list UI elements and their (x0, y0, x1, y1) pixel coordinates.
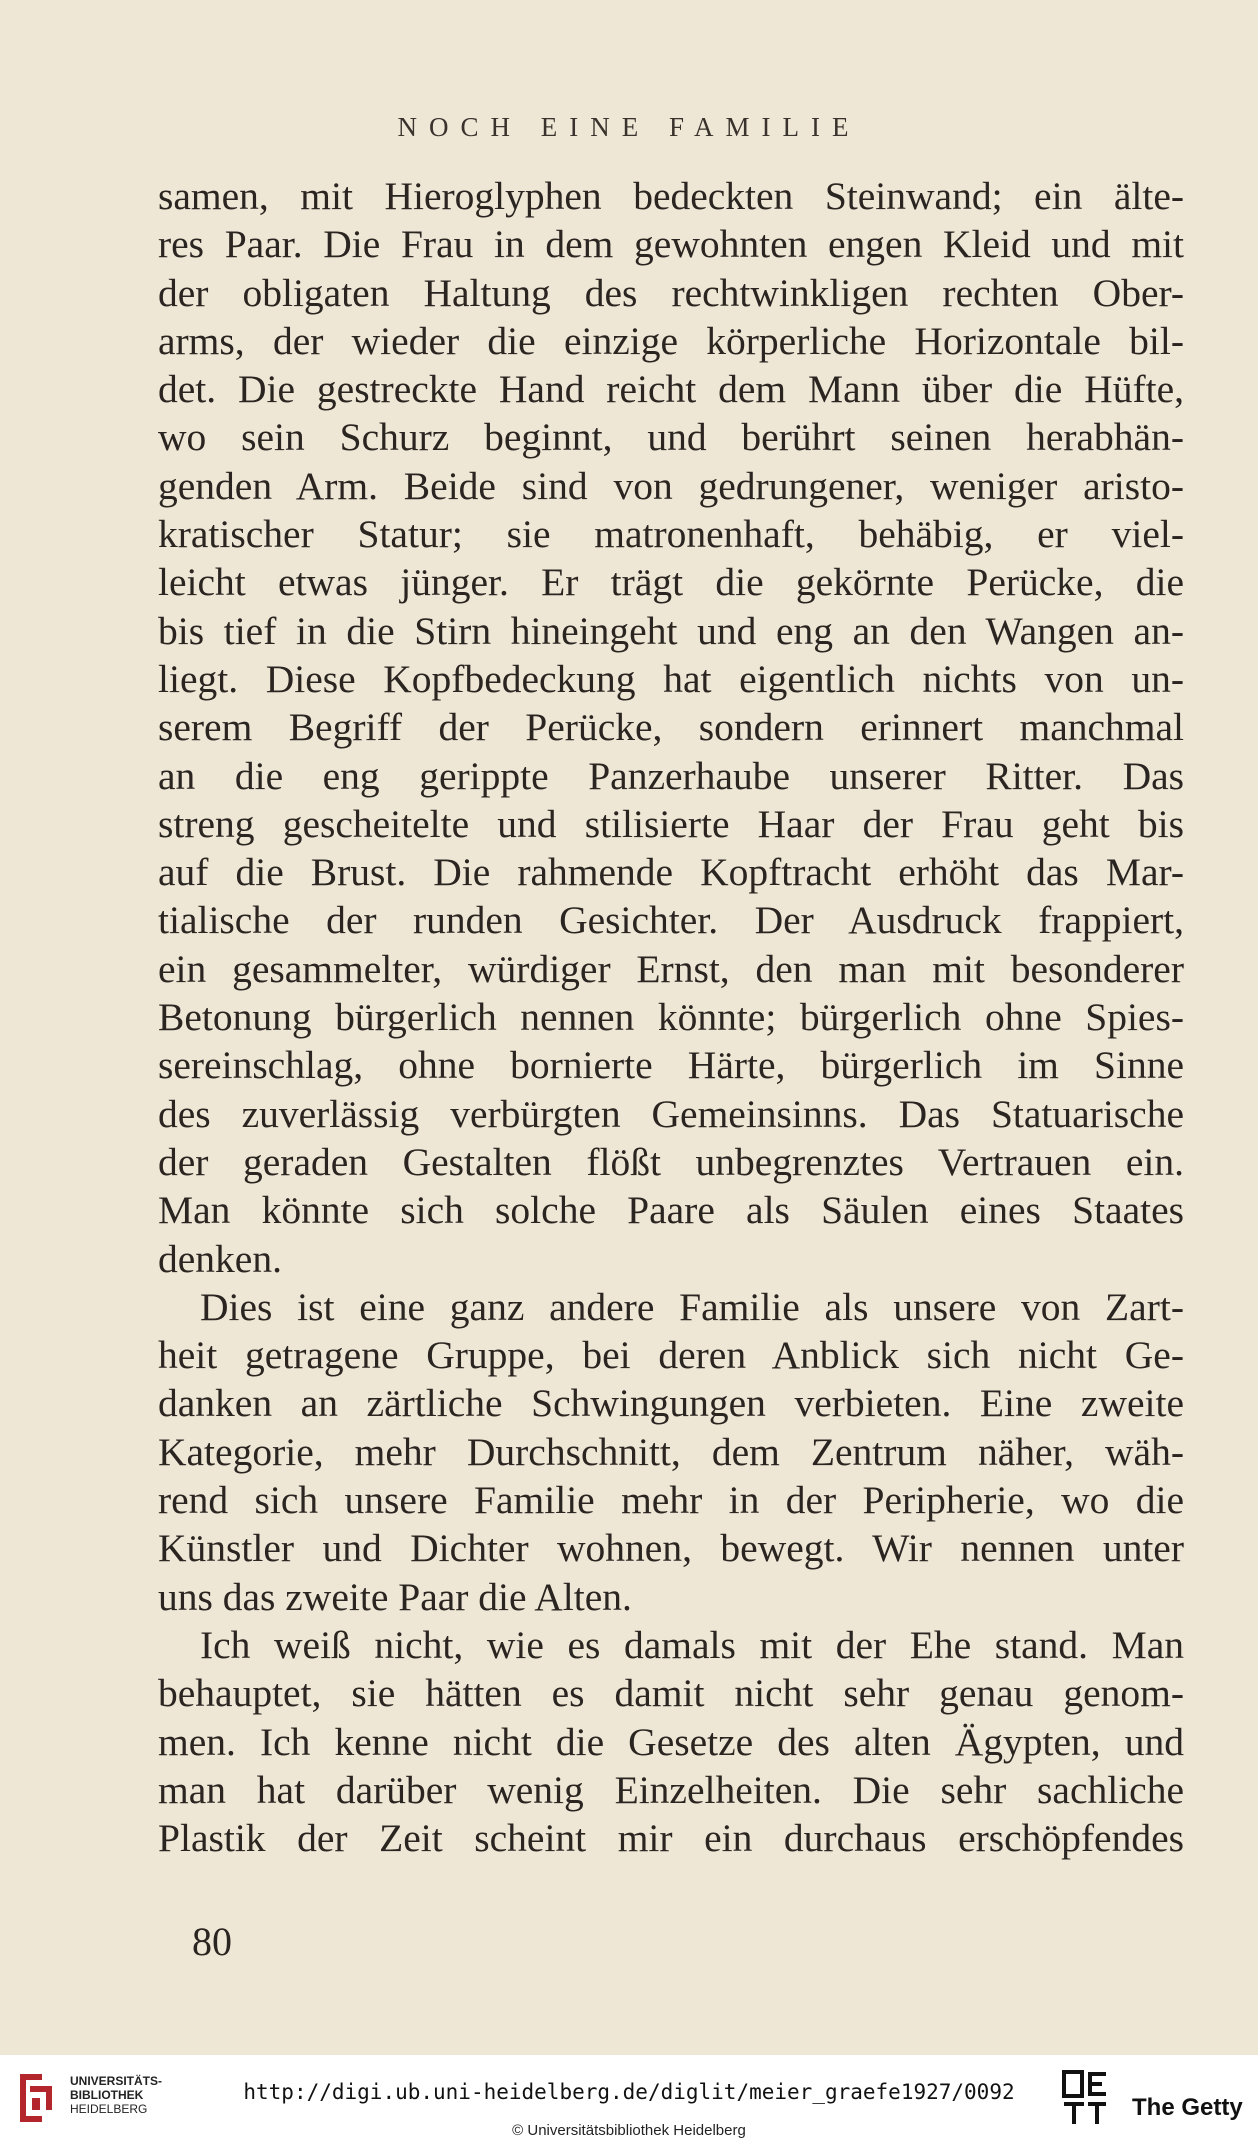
text-line: Ich weiß nicht, wie es damals mit der Ehe stand. Man (200, 1622, 1184, 1667)
text-line: tialische der runden Gesichter. Der Ausdruck frappiert, (158, 898, 1184, 943)
text-line: des zuverlässig verbürgten Gemeinsinns. Das Statuarische (158, 1091, 1184, 1136)
body-text (158, 172, 1184, 1862)
text-line: Betonung bürgerlich nennen könnte; bürgerlich ohne Spies- (158, 995, 1184, 1040)
text-line: det. Die gestreckte Hand reicht dem Mann über die Hüfte, (158, 367, 1184, 412)
text-line: rend sich unsere Familie mehr in der Peripherie, wo die (158, 1478, 1184, 1523)
copyright-notice: © Universitätsbibliothek Heidelberg (512, 2122, 746, 2139)
text-line: heit getragene Gruppe, bei deren Anblick sich nicht Ge- (158, 1333, 1184, 1378)
text-line: liegt. Diese Kopfbedeckung hat eigentlich nichts von un- (158, 656, 1184, 701)
text-line: serem Begriff der Perücke, sondern erinnert manchmal (158, 705, 1184, 750)
text-line: leicht etwas jünger. Er trägt die gekörnte Perücke, die (158, 560, 1184, 605)
permalink-url[interactable]: http://digi.ub.uni-heidelberg.de/diglit/meier_graefe1927/0092 (243, 2080, 1015, 2104)
getty-name: The Getty (1132, 2094, 1243, 2121)
text-line: danken an zärtliche Schwingungen verbieten. Eine zweite (158, 1381, 1184, 1426)
text-line: behauptet, sie hätten es damit nicht sehr genau genom- (158, 1671, 1184, 1716)
text-line: an die eng gerippte Panzerhaube unserer Ritter. Das (158, 753, 1184, 798)
text-line: sereinschlag, ohne bornierte Härte, bürgerlich im Sinne (158, 1043, 1184, 1088)
page-number: 80 (192, 1919, 232, 1964)
library-name-line: BIBLIOTHEK (70, 2088, 144, 2102)
text-line: uns das zweite Paar die Alten. (158, 1574, 632, 1619)
library-name-line: UNIVERSITÄTS- (70, 2074, 163, 2088)
text-line: genden Arm. Beide sind von gedrungener, weniger aristo- (158, 463, 1184, 508)
text-line: Plastik der Zeit scheint mir ein durchaus erschöpfendes (158, 1816, 1184, 1861)
library-name-line: HEIDELBERG (70, 2102, 148, 2116)
text-line: der geraden Gestalten flößt unbegrenztes Vertrauen ein. (158, 1139, 1184, 1184)
text-line: auf die Brust. Die rahmende Kopftracht erhöht das Mar- (158, 850, 1184, 895)
text-line: der obligaten Haltung des rechtwinkligen rechten Ober- (158, 270, 1184, 315)
text-line: wo sein Schurz beginnt, und berührt seinen herabhän- (158, 415, 1184, 460)
text-line: arms, der wieder die einzige körperliche Horizontale bil- (158, 318, 1184, 363)
text-line: Dies ist eine ganz andere Familie als unsere von Zart- (200, 1284, 1184, 1329)
text-line: res Paar. Die Frau in dem gewohnten engen Kleid und mit (158, 222, 1184, 267)
text-line: denken. (158, 1236, 282, 1281)
text-line: Künstler und Dichter wohnen, bewegt. Wir nennen unter (158, 1526, 1184, 1571)
text-line: kratischer Statur; sie matronenhaft, behäbig, er viel- (158, 512, 1184, 557)
running-head: NOCH EINE FAMILIE (397, 112, 861, 142)
text-line: man hat darüber wenig Einzelheiten. Die sehr sachliche (158, 1767, 1184, 1812)
text-line: streng gescheitelte und stilisierte Haar der Frau geht bis (158, 801, 1184, 846)
text-line: bis tief in die Stirn hineingeht und eng an den Wangen an- (158, 608, 1184, 653)
text-line: men. Ich kenne nicht die Gesetze des alten Ägypten, und (158, 1719, 1184, 1764)
text-line: samen, mit Hieroglyphen bedeckten Steinwand; ein älte- (158, 174, 1184, 218)
text-line: Man könnte sich solche Paare als Säulen eines Staates (158, 1188, 1184, 1233)
getty-logo-icon (1060, 2068, 1112, 2128)
text-line: Kategorie, mehr Durchschnitt, dem Zentrum näher, wäh- (158, 1429, 1184, 1474)
text-line: ein gesammelter, würdiger Ernst, den man mit besonderer (158, 946, 1184, 991)
